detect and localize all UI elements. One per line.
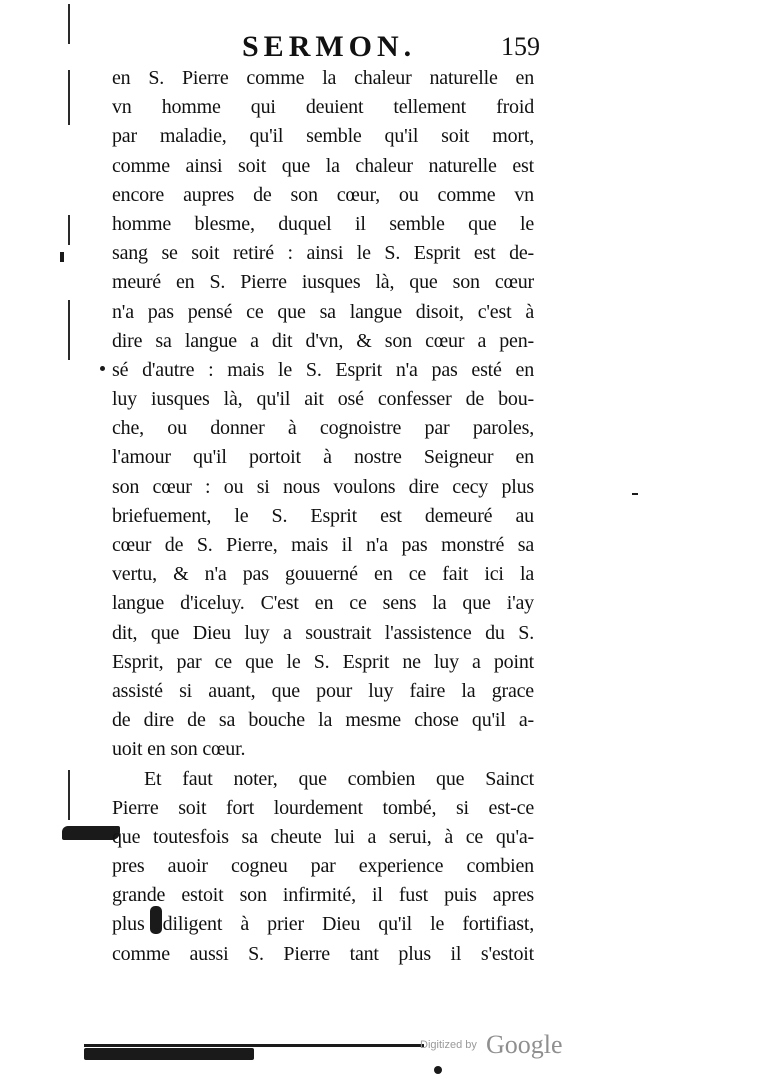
text-line: luy iusques là, qu'il ait osé confesser de bou- <box>112 388 534 411</box>
text-line: comme ainsi soit que la chaleur naturelle est <box>112 154 534 177</box>
text-line: son cœur : ou si nous voulons dire cecy plus <box>112 475 534 498</box>
text-line: dire sa langue a dit d'vn, & son cœur a pen- <box>112 329 534 352</box>
scan-speck <box>100 366 105 371</box>
text-line: plus diligent à prier Dieu qu'il le fortifiast, <box>112 913 534 936</box>
text-line: l'amour qu'il portoit à nostre Seigneur en <box>112 446 534 469</box>
scan-edge-mark <box>68 215 70 245</box>
text-line: comme aussi S. Pierre tant plus il s'estoit <box>112 942 534 965</box>
body-text <box>112 64 534 969</box>
text-line: uoit en son cœur. <box>112 738 246 761</box>
watermark-prefix: Digitized by <box>420 1039 477 1051</box>
scan-edge-mark <box>68 70 70 125</box>
text-line: assisté si auant, que pour luy faire la grace <box>112 679 534 702</box>
text-line: homme blesme, duquel il semble que le <box>112 212 534 235</box>
scan-speck <box>632 493 638 495</box>
page-number: 159 <box>501 32 540 61</box>
watermark-brand: Google <box>485 1030 563 1059</box>
text-line: meuré en S. Pierre iusques là, que son cœur <box>112 271 534 294</box>
text-line: sé d'autre : mais le S. Esprit n'a pas esté en <box>112 358 534 381</box>
text-line: pres auoir cogneu par experience combien <box>112 855 534 878</box>
text-line: encore aupres de son cœur, ou comme vn <box>112 183 534 206</box>
text-line: par maladie, qu'il semble qu'il soit mort, <box>112 125 534 148</box>
scan-edge-mark <box>68 4 70 44</box>
scan-edge-mark <box>68 300 70 360</box>
page-bottom-shadow <box>84 1048 254 1060</box>
running-title: SERMON. <box>242 30 417 63</box>
text-line: que toutesfois sa cheute lui a serui, à ce qu'a- <box>112 825 534 848</box>
text-line: sang se soit retiré : ainsi le S. Esprit est de- <box>112 242 534 265</box>
text-line: n'a pas pensé ce que sa langue disoit, c'est à <box>112 300 534 323</box>
text-line: en S. Pierre comme la chaleur naturelle en <box>112 67 534 89</box>
digitization-watermark <box>420 1030 563 1060</box>
text-line: dit, que Dieu luy a soustrait l'assistence du S. <box>112 621 534 644</box>
paragraph-start-line: Et faut noter, que combien que Sainct <box>144 767 534 790</box>
text-line: langue d'iceluy. C'est en ce sens la que i'ay <box>112 592 534 615</box>
text-line: briefuement, le S. Esprit est demeuré au <box>112 504 534 527</box>
text-line: Esprit, par ce que le S. Esprit ne luy a point <box>112 650 534 673</box>
text-line: vn homme qui deuient tellement froid <box>112 96 534 119</box>
scan-speck <box>434 1066 442 1074</box>
scan-speck <box>60 252 64 262</box>
text-line: che, ou donner à cognoistre par paroles, <box>112 417 534 440</box>
page-bottom-edge <box>84 1044 424 1047</box>
text-line: Pierre soit fort lourdement tombé, si est-ce <box>112 796 534 819</box>
text-line: grande estoit son infirmité, il fust puis apres <box>112 884 534 907</box>
scan-edge-mark <box>68 770 70 820</box>
text-line: cœur de S. Pierre, mais il n'a pas monstré sa <box>112 534 534 556</box>
text-line: vertu, & n'a pas gouuerné en ce fait ici la <box>112 563 534 586</box>
text-line: de dire de sa bouche la mesme chose qu'il a- <box>112 709 534 732</box>
